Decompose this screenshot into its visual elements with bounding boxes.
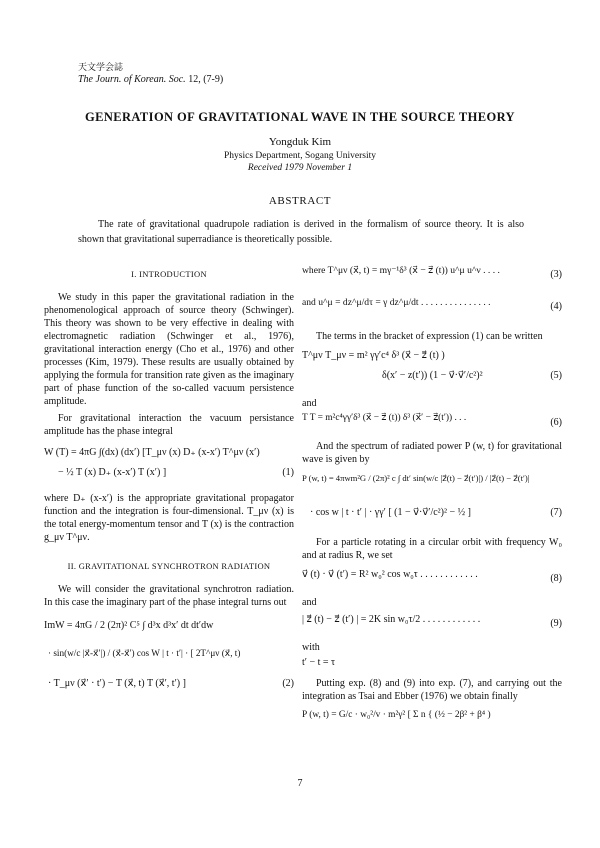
intro-paragraph-1: We study in this paper the gravitational radiation in the phenomenological approach of source theory (Schwinger). This theory was shown to be very effective in dealing with electromagnetic radiation (Schwinger et al., 1976), gravitational interaction energy (Cho et al., 1976) and other processes (Kim, 1979). These results are usually obtained by applying the formula for transition rate given as the imaginary part of phase function of the so-called vacuum persistence amplitude. bbox=[44, 292, 294, 407]
equation-6 bbox=[302, 412, 562, 434]
spectrum-paragraph: And the spectrum of radiated power P (w, t) for gravitational wave is given by bbox=[302, 441, 562, 465]
equation-1 bbox=[44, 444, 294, 486]
equation-7-number: (7) bbox=[550, 507, 562, 518]
equation-1-line-1: W (T) = 4πG ∫(dx) (dx′) [T_μν (x) D₊ (x-x′) T^μν (x′) bbox=[44, 447, 260, 458]
abstract-heading: ABSTRACT bbox=[268, 195, 332, 207]
equation-2 bbox=[44, 615, 294, 701]
equation-4-body: and u^μ = dz^μ/dτ = γ dz^μ/dt . . . . . . . . . . . . . . . bbox=[302, 297, 491, 308]
equation-5-line-2: δ(x′ − z(t′)) (1 − v⃗·v⃗′/c²)² bbox=[382, 370, 483, 381]
equation-6-body: T T = m²c⁴γγ′δ³ (x⃗ − z⃗ (t)) δ³ (x⃗′ − z⃗(t′)) . . . bbox=[302, 413, 467, 423]
and-label-2: and bbox=[302, 597, 317, 608]
affiliation: Physics Department, Sogang University bbox=[224, 151, 376, 161]
equation-1-line-2: − ½ T (x) D₊ (x-x′) T (x′) ] bbox=[58, 467, 167, 478]
equation-5-line-1: T^μν T_μν = m² γγ′c⁴ δ³ (x⃗ − z⃗ (t) ) bbox=[302, 350, 445, 361]
journal-japanese: 天文学会誌 bbox=[78, 63, 124, 73]
equation-3-number: (3) bbox=[550, 269, 562, 280]
abstract-text: The rate of gravitational quadrupole radiation is derived in the formalism of source theory. It is also shown that gravitational superradiance is theoretically possible. bbox=[78, 219, 524, 245]
paper-title: GENERATION OF GRAVITATIONAL WAVE IN THE SOURCE THEORY bbox=[84, 110, 515, 124]
equation-10 bbox=[302, 709, 562, 731]
tau-definition: t′ − t = τ bbox=[302, 657, 336, 668]
equation-5 bbox=[302, 349, 562, 391]
equation-9-body: | z⃗ (t) − z⃗ (t′) | = 2K sin w₀τ/2 . . . . . . . . . . . . bbox=[302, 614, 481, 625]
journal-volume: 12, (7-9) bbox=[188, 74, 224, 85]
equation-2-line-2: · sin(w/c |x⃗-x⃗′|) / (x⃗-x⃗′) cos W | t · t′| · [ 2T^μν (x⃗, t) bbox=[48, 648, 241, 658]
right-column bbox=[302, 258, 562, 737]
equation-6-number: (6) bbox=[550, 417, 562, 428]
equation-8-body: v⃗ (t) · v⃗ (t′) = R² w₀² cos w₀τ . . . . . . . . . . . . bbox=[302, 569, 478, 580]
equation-8 bbox=[302, 568, 562, 590]
page-number: 7 bbox=[297, 778, 303, 789]
equation-10-body: P (w, t) = G/c · w₀²/v · m²γ² [ Σ n { (½ − 2β² + β⁴ ) bbox=[302, 710, 491, 720]
journal-name: The Journ. of Korean. Soc. bbox=[78, 74, 186, 85]
equation-9 bbox=[302, 613, 562, 635]
journal-header bbox=[78, 62, 223, 86]
equation-3 bbox=[302, 264, 562, 286]
intro-paragraph-2: For gravitational interaction the vacuum persistance amplitude has the phase integral bbox=[44, 413, 294, 437]
equation-4 bbox=[302, 296, 562, 318]
equation-7-line-2: · cos w | t · t′ | · γγ′ [ (1 − v⃗·v⃗′/c²)² − ½ ] bbox=[310, 507, 471, 518]
section-intro-heading: I. INTRODUCTION bbox=[131, 269, 207, 279]
equation-3-body: where T^μν (x⃗, t) = mγ⁻¹δ³ (x⃗ − z⃗ (t)) u^μ u^ν . . . . bbox=[302, 265, 500, 276]
equation-5-number: (5) bbox=[550, 370, 562, 381]
with-label: with bbox=[302, 642, 320, 653]
equation-1-number: (1) bbox=[282, 467, 294, 478]
equation-7-line-1: P (w, t) = 4πwm²G / (2π)² c ∫ dt′ sin(w/c |z⃗(t) − z⃗(t′)|) / |z⃗(t) − z⃗(t′)| bbox=[302, 473, 530, 483]
equation-8-number: (8) bbox=[550, 573, 562, 584]
intro-paragraph-3: where D₊ (x-x′) is the appropriate gravitational propagator function and the integration is four-dimensional. T_μν (x) is the total energy-momentum tensor and T (x) is the contraction g_μν T^μν. bbox=[44, 493, 294, 543]
integration-paragraph: Putting exp. (8) and (9) into exp. (7), and carrying out the integration as Tsai and Ebber (1976) we obtain finally bbox=[302, 678, 562, 702]
equation-2-number: (2) bbox=[282, 678, 294, 689]
and-label-1: and bbox=[302, 398, 317, 409]
author: Yongduk Kim bbox=[268, 136, 332, 148]
synchrotron-paragraph-1: We will consider the gravitational synchrotron radiation. In this case the imaginary part of the phase integral turns out bbox=[44, 584, 294, 608]
equation-2-line-1: ImW = 4πG / 2 (2π)² C⁵ ∫ d³x d³x′ dt dt′dw bbox=[44, 620, 214, 631]
circular-orbit-paragraph: For a particle rotating in a circular orbit with frequency W₀ and at radius R, we set bbox=[302, 537, 562, 561]
section-synchrotron-heading: II. GRAVITATIONAL SYNCHROTRON RADIATION bbox=[67, 561, 271, 571]
equation-9-number: (9) bbox=[550, 618, 562, 629]
received-date: Received 1979 November 1 bbox=[247, 163, 353, 173]
equation-4-number: (4) bbox=[550, 301, 562, 312]
equation-7 bbox=[302, 472, 562, 530]
terms-paragraph: The terms in the bracket of expression (1) can be written bbox=[316, 331, 543, 342]
equation-2-line-3: · T_μν (x⃗′ · t′) − T (x⃗, t) T (x⃗′, t′) ] bbox=[48, 678, 186, 689]
left-column bbox=[44, 258, 294, 707]
